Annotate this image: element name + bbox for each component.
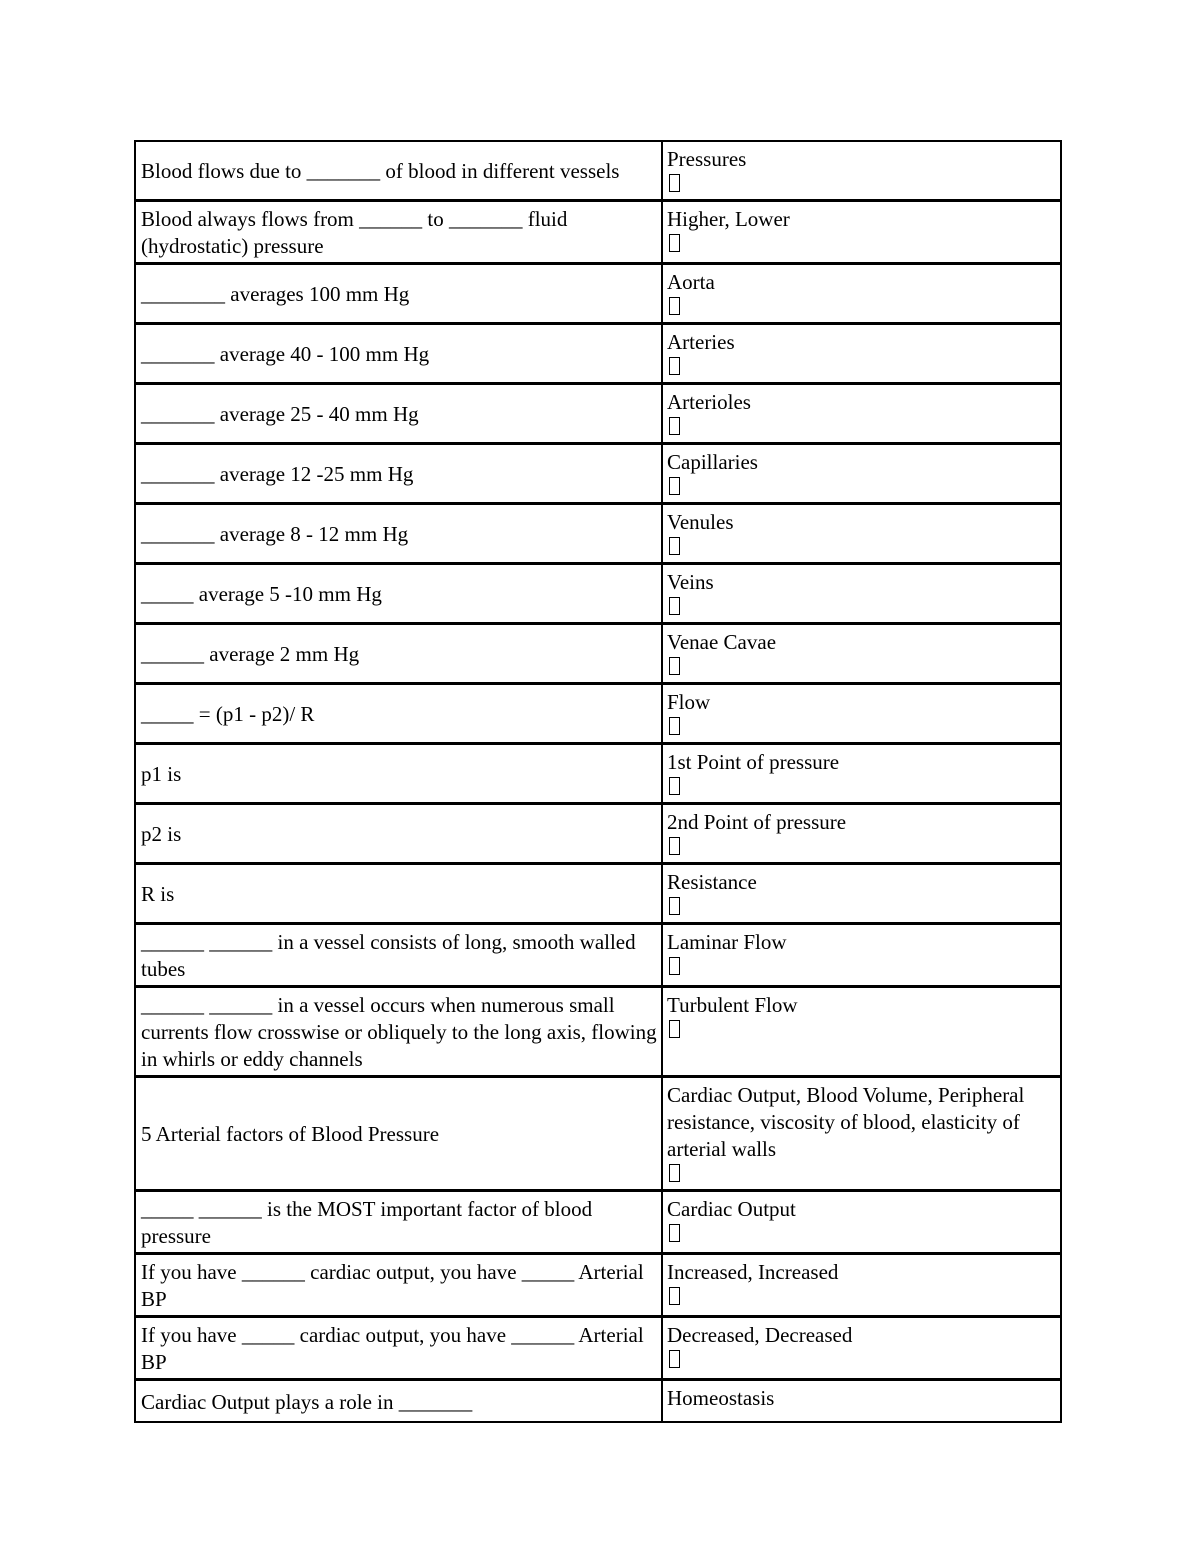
flashcard-table <box>134 140 1062 1423</box>
card-question: _______ average 25 - 40 mm Hg <box>136 385 663 445</box>
missing-glyph-icon <box>669 1287 680 1305</box>
card-question: _____ average 5 -10 mm Hg <box>136 565 663 625</box>
card-question: ______ ______ in a vessel consists of long, smooth walled tubes <box>136 925 663 988</box>
missing-glyph-icon <box>669 717 680 735</box>
missing-glyph-icon <box>669 657 680 675</box>
card-question: If you have _____ cardiac output, you have ______ Arterial BP <box>136 1318 663 1381</box>
card-answer-cell <box>663 805 1060 865</box>
card-row <box>136 745 1060 805</box>
card-answer: Aorta <box>667 270 715 294</box>
missing-glyph-icon <box>669 417 680 435</box>
missing-glyph-icon <box>669 537 680 555</box>
card-answer-cell <box>663 685 1060 745</box>
card-question: _______ average 40 - 100 mm Hg <box>136 325 663 385</box>
card-row <box>136 805 1060 865</box>
card-row <box>136 1192 1060 1255</box>
missing-glyph-icon <box>669 1164 680 1182</box>
card-row <box>136 865 1060 925</box>
card-question: Blood always flows from ______ to _______ fluid (hydrostatic) pressure <box>136 202 663 265</box>
missing-glyph-icon <box>669 1350 680 1368</box>
card-row <box>136 625 1060 685</box>
card-answer-cell <box>663 988 1060 1078</box>
card-row <box>136 202 1060 265</box>
card-answer: Arterioles <box>667 390 751 414</box>
card-question: ______ ______ in a vessel occurs when numerous small currents flow crosswise or obliquely to the long axis, flowing in whirls or eddy channels <box>136 988 663 1078</box>
card-answer-cell <box>663 505 1060 565</box>
missing-glyph-icon <box>669 777 680 795</box>
card-answer-cell <box>663 142 1060 202</box>
card-row <box>136 142 1060 202</box>
card-answer-cell <box>663 265 1060 325</box>
card-answer-cell <box>663 1255 1060 1318</box>
card-answer: Venules <box>667 510 734 534</box>
card-question: Blood flows due to _______ of blood in different vessels <box>136 142 663 202</box>
card-answer: Flow <box>667 690 711 714</box>
card-question: ______ average 2 mm Hg <box>136 625 663 685</box>
card-answer: Pressures <box>667 147 747 171</box>
missing-glyph-icon <box>669 297 680 315</box>
card-row <box>136 565 1060 625</box>
card-answer-cell <box>663 625 1060 685</box>
card-answer: Resistance <box>667 870 757 894</box>
card-answer: Decreased, Decreased <box>667 1323 853 1347</box>
card-answer-cell <box>663 1318 1060 1381</box>
card-row <box>136 1318 1060 1381</box>
card-answer-cell <box>663 1381 1060 1421</box>
card-answer: Cardiac Output, Blood Volume, Peripheral resistance, viscosity of blood, elasticity of arterial walls <box>667 1083 1025 1161</box>
card-question: _______ average 12 -25 mm Hg <box>136 445 663 505</box>
card-row <box>136 1255 1060 1318</box>
card-answer: 2nd Point of pressure <box>667 810 847 834</box>
card-answer-cell <box>663 745 1060 805</box>
card-question: _____ ______ is the MOST important factor of blood pressure <box>136 1192 663 1255</box>
card-answer-cell <box>663 1192 1060 1255</box>
card-answer-cell <box>663 385 1060 445</box>
card-answer: Arteries <box>667 330 735 354</box>
card-rows <box>136 142 1060 1421</box>
card-answer: Veins <box>667 570 714 594</box>
card-question: ________ averages 100 mm Hg <box>136 265 663 325</box>
card-answer: Turbulent Flow <box>667 993 798 1017</box>
card-row <box>136 325 1060 385</box>
card-question: _____ = (p1 - p2)/ R <box>136 685 663 745</box>
card-row <box>136 385 1060 445</box>
card-question: _______ average 8 - 12 mm Hg <box>136 505 663 565</box>
missing-glyph-icon <box>669 837 680 855</box>
card-row <box>136 505 1060 565</box>
card-row <box>136 685 1060 745</box>
card-question: If you have ______ cardiac output, you have _____ Arterial BP <box>136 1255 663 1318</box>
card-answer-cell <box>663 565 1060 625</box>
missing-glyph-icon <box>669 174 680 192</box>
card-question: Cardiac Output plays a role in _______ <box>136 1381 663 1421</box>
card-row <box>136 988 1060 1078</box>
missing-glyph-icon <box>669 897 680 915</box>
card-answer-cell <box>663 1078 1060 1192</box>
missing-glyph-icon <box>669 477 680 495</box>
card-answer: Capillaries <box>667 450 758 474</box>
missing-glyph-icon <box>669 1020 680 1038</box>
card-row <box>136 925 1060 988</box>
card-question: p1 is <box>136 745 663 805</box>
card-answer-cell <box>663 202 1060 265</box>
card-answer: 1st Point of pressure <box>667 750 840 774</box>
missing-glyph-icon <box>669 597 680 615</box>
card-answer: Homeostasis <box>667 1386 775 1410</box>
card-answer: Higher, Lower <box>667 207 790 231</box>
card-question: 5 Arterial factors of Blood Pressure <box>136 1078 663 1192</box>
card-row <box>136 445 1060 505</box>
card-answer-cell <box>663 865 1060 925</box>
missing-glyph-icon <box>669 234 680 252</box>
card-answer-cell <box>663 325 1060 385</box>
card-answer: Venae Cavae <box>667 630 777 654</box>
card-question: p2 is <box>136 805 663 865</box>
card-answer: Increased, Increased <box>667 1260 839 1284</box>
missing-glyph-icon <box>669 1224 680 1242</box>
card-question: R is <box>136 865 663 925</box>
card-row <box>136 1078 1060 1192</box>
card-row <box>136 265 1060 325</box>
missing-glyph-icon <box>669 357 680 375</box>
card-answer-cell <box>663 925 1060 988</box>
card-answer: Laminar Flow <box>667 930 787 954</box>
card-answer-cell <box>663 445 1060 505</box>
missing-glyph-icon <box>669 957 680 975</box>
card-answer: Cardiac Output <box>667 1197 796 1221</box>
card-row <box>136 1381 1060 1421</box>
